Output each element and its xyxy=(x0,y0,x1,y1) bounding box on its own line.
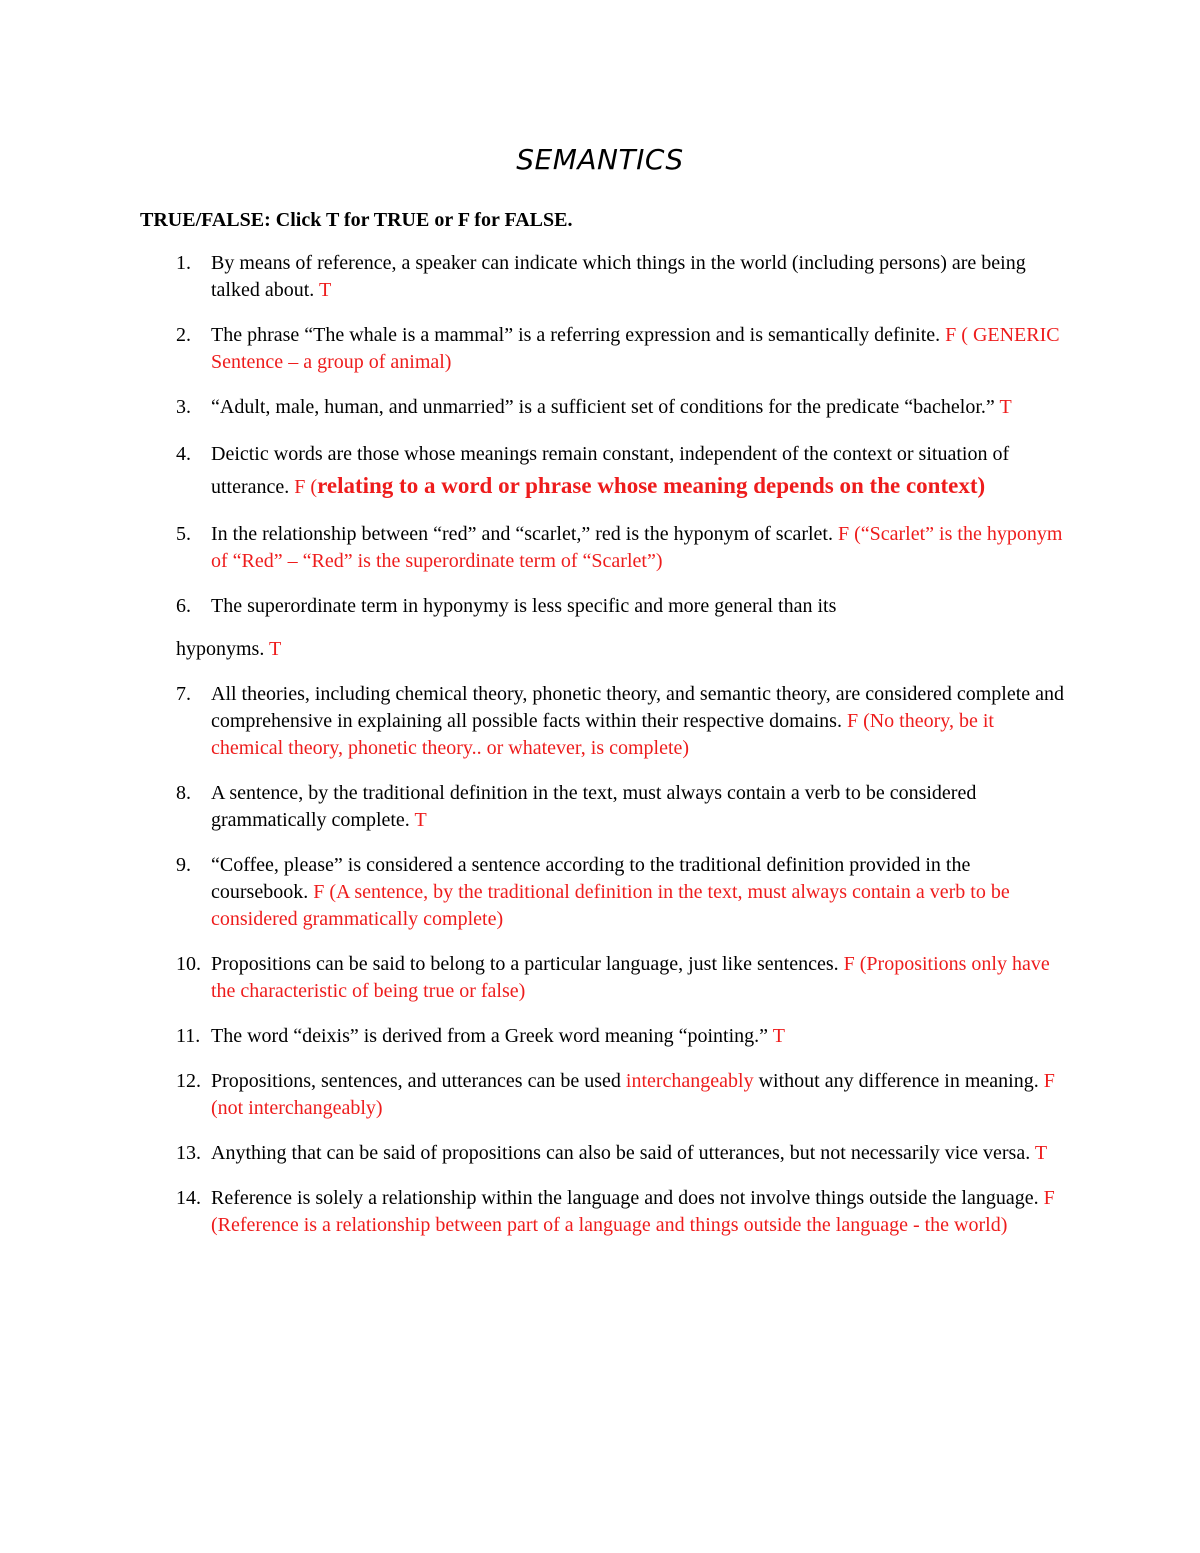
answer-text: T xyxy=(999,396,1012,418)
page-title: SEMANTICS xyxy=(516,143,684,176)
answer-text: T xyxy=(1034,1142,1048,1164)
answer-text: F ( xyxy=(294,476,318,498)
question-list xyxy=(140,250,1070,1257)
question-text-after: without any difference in meaning. xyxy=(758,1070,1039,1092)
question-continuation xyxy=(176,636,1070,663)
question-number: 9. xyxy=(176,854,191,876)
question-item xyxy=(140,521,1070,575)
answer-text: F (Propositions only have the characteristic of being true or false) xyxy=(211,953,1050,1002)
question-item xyxy=(140,394,1070,421)
question-text: Propositions can be said to belong to a particular language, just like sentences. xyxy=(211,953,839,975)
question-item xyxy=(140,439,1070,503)
question-text: By means of reference, a speaker can indicate which things in the world (including persons) are being talked about. xyxy=(211,252,1026,301)
answer-text: T xyxy=(772,1025,785,1047)
question-number: 10. xyxy=(176,953,201,975)
question-item xyxy=(140,1140,1070,1167)
question-number: 13. xyxy=(176,1142,201,1164)
question-text: “Coffee, please” is considered a sentence according to the traditional definition provided in the coursebook. xyxy=(211,854,971,903)
question-item xyxy=(140,681,1070,762)
answer-text: F (No theory, be it chemical theory, phonetic theory.. or whatever, is complete) xyxy=(211,710,994,759)
question-item xyxy=(140,1068,1070,1122)
question-text: Deictic words are those whose meanings remain constant, independent of the context or situation of utterance. xyxy=(211,443,1010,498)
answer-text: F (Reference is a relationship between part of a language and things outside the language - the world) xyxy=(211,1187,1055,1236)
answer-text: T xyxy=(268,638,282,660)
question-number: 8. xyxy=(176,782,191,804)
answer-text: F (not interchangeably) xyxy=(211,1070,1055,1119)
answer-text: F ( GENERIC Sentence – a group of animal) xyxy=(211,324,1060,373)
question-number: 5. xyxy=(176,523,191,545)
question-number: 4. xyxy=(176,443,191,465)
question-text: The phrase “The whale is a mammal” is a referring expression and is semantically definite. xyxy=(211,324,941,346)
question-text: All theories, including chemical theory, phonetic theory, and semantic theory, are considered complete and comprehensive in explaining all possible facts within their respective domains. xyxy=(211,683,1065,732)
instructions: TRUE/FALSE: Click T for TRUE or F for FALSE. xyxy=(140,209,573,231)
question-text: In the relationship between “red” and “scarlet,” red is the hyponym of scarlet. xyxy=(211,523,833,545)
question-item xyxy=(140,780,1070,834)
question-number: 1. xyxy=(176,252,191,274)
answer-text: F (A sentence, by the traditional definition in the text, must always contain a verb to be considered grammatically complete) xyxy=(211,881,1010,930)
question-number: 14. xyxy=(176,1187,201,1209)
question-number: 2. xyxy=(176,324,191,346)
question-item xyxy=(140,1185,1070,1239)
answer-text: T xyxy=(414,809,427,831)
answer-text: T xyxy=(318,279,332,301)
question-text: “Adult, male, human, and unmarried” is a sufficient set of conditions for the predicate “bachelor.” xyxy=(211,396,995,418)
question-item xyxy=(140,250,1070,304)
question-number: 6. xyxy=(176,595,191,617)
answer-emphasis: relating to a word or phrase whose meaning depends on the context) xyxy=(317,473,986,498)
question-item xyxy=(140,852,1070,933)
question-item xyxy=(140,593,1070,620)
question-item xyxy=(140,1023,1070,1050)
question-number: 12. xyxy=(176,1070,201,1092)
question-text: Propositions, sentences, and utterances can be used xyxy=(211,1070,621,1092)
question-item xyxy=(140,951,1070,1005)
question-text: The word “deixis” is derived from a Greek word meaning “pointing.” xyxy=(211,1025,769,1047)
question-text: Anything that can be said of propositions can also be said of utterances, but not necessarily vice versa. xyxy=(211,1142,1031,1164)
question-text: Reference is solely a relationship within the language and does not involve things outside the language. xyxy=(211,1187,1039,1209)
question-number: 7. xyxy=(176,683,191,705)
highlighted-word: interchangeably xyxy=(625,1070,754,1092)
question-text: A sentence, by the traditional definition in the text, must always contain a verb to be considered grammatically complete. xyxy=(211,782,977,831)
question-item xyxy=(140,322,1070,376)
question-text: The superordinate term in hyponymy is less specific and more general than its xyxy=(211,595,837,617)
question-text-continued: hyponyms. xyxy=(176,638,265,660)
question-number: 11. xyxy=(176,1025,201,1047)
question-number: 3. xyxy=(176,396,191,418)
answer-text: F (“Scarlet” is the hyponym of “Red” – “Red” is the superordinate term of “Scarlet”) xyxy=(211,523,1063,572)
